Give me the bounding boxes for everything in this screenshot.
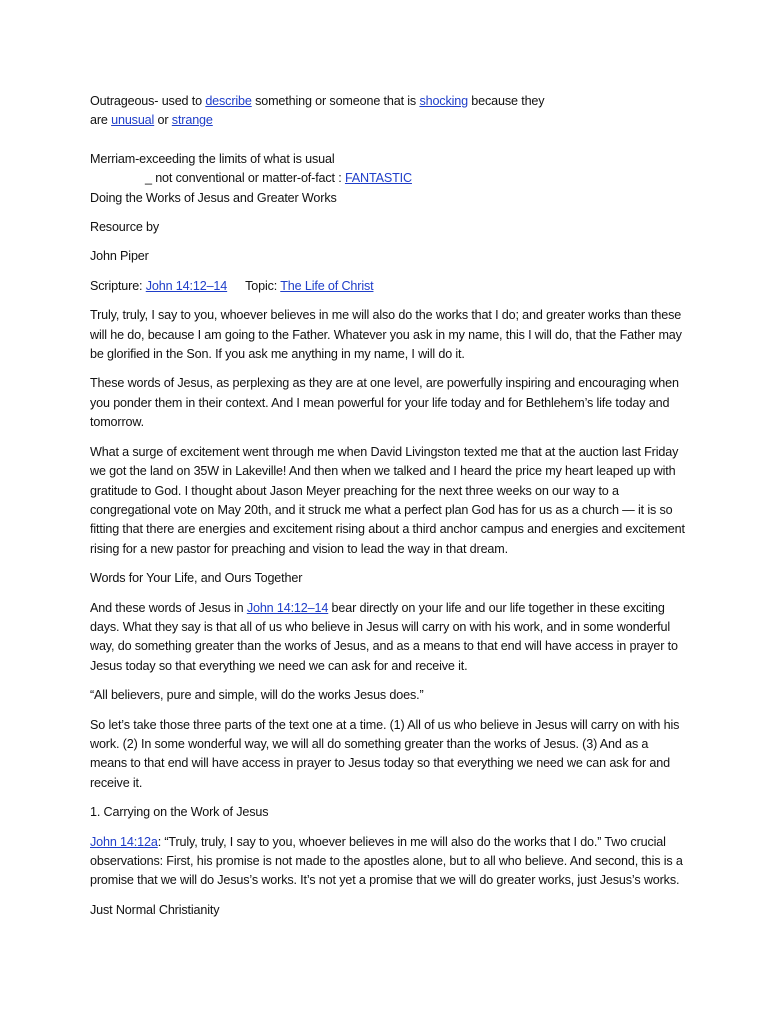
merriam-definition: Merriam-exceeding the limits of what is usual [90, 151, 335, 166]
john-14-12a-link[interactable]: John 14:12a [90, 834, 158, 849]
john-14-12-14-link[interactable]: John 14:12–14 [246, 600, 329, 615]
fantastic-link[interactable]: FANTASTIC [344, 171, 412, 186]
topic-link[interactable]: The Life of Christ [280, 278, 374, 293]
resource-by: Resource by [90, 220, 160, 235]
section-heading-normal-christianity: Just Normal Christianity [90, 902, 220, 917]
author-name: John Piper [90, 249, 149, 264]
pull-quote: “All believers, pure and simple, will do the works Jesus does.” [90, 688, 424, 703]
paragraph-excitement: What a surge of excitement went through me when David Livingston texted me that at the auction last Friday we got the land on 35W in Lakeville! And then when we talked and I heard the price my heart leaped up with gratitude to God. I thought about Jason Meyer preaching for the next three weeks on our way to a congregational vote on May 20th, and it struck me what a perfect plan God has for us as a church — it is so fitting that there are energies and excitement rising about a third anchor campus and energies and excitement rising for a new pastor for preaching and vision to lead the way in that dream. [90, 444, 685, 556]
section-heading-carrying-on: 1. Carrying on the Work of Jesus [90, 805, 269, 820]
merriam-subdefinition: _ not conventional or matter-of-fact : FANTASTIC [145, 171, 412, 186]
scripture-quote-paragraph: Truly, truly, I say to you, whoever believes in me will also do the works that I do; and greater works than these will he do, because I am going to the Father. Whatever you ask in my name, this I will do, that the Father may be glorified in the Son. If you ask me anything in my name, I will do it. [90, 308, 682, 362]
definition-line-1: Outrageous- used to describe something or someone that is shocking because they [90, 94, 545, 108]
shocking-link[interactable]: shocking [419, 94, 468, 108]
scripture-link[interactable]: John 14:12–14 [145, 278, 228, 293]
definition-line-2: are unusual or strange [90, 113, 213, 128]
section-heading-words-for-life: Words for Your Life, and Ours Together [90, 571, 303, 586]
describe-link[interactable]: describe [205, 94, 252, 108]
strange-link[interactable]: strange [171, 113, 213, 128]
paragraph-john-14-12a: John 14:12a: “Truly, truly, I say to you, whoever believes in me will also do the works that I do.” Two crucial observations: First, his promise is not made to the apostles alone, but to all who believe. And second, this is a promise that we will do Jesus’s works. It’s not yet a promise that we will do greater works, just Jesus’s works. [90, 834, 683, 888]
sermon-title: Doing the Works of Jesus and Greater Works [90, 190, 337, 205]
scripture-line: Scripture: John 14:12–14 Topic: The Life of Christ [90, 278, 374, 293]
paragraph-these-words: And these words of Jesus in John 14:12–14 bear directly on your life and our life together in these exciting days. What they say is that all of us who believe in Jesus will carry on with his work, and in some wonderful way, do something greater than the works of Jesus, and as a means to that end will have access in prayer to Jesus today so that everything we need we can ask for and receive it. [90, 600, 678, 673]
unusual-link[interactable]: unusual [111, 113, 155, 128]
paragraph-inspiring: These words of Jesus, as perplexing as they are at one level, are powerfully inspiring and encouraging when you ponder them in their context. And I mean powerful for your life today and for Bethlehem’s life today and tomorrow. [90, 376, 679, 430]
paragraph-three-parts: So let’s take those three parts of the text one at a time. (1) All of us who believe in Jesus will carry on with his work. (2) In some wonderful way, we will all do something greater than the works of Jesus. (3) And as a means to that end will have access in prayer to Jesus today so that everything we need we can ask for and receive it. [90, 717, 680, 790]
